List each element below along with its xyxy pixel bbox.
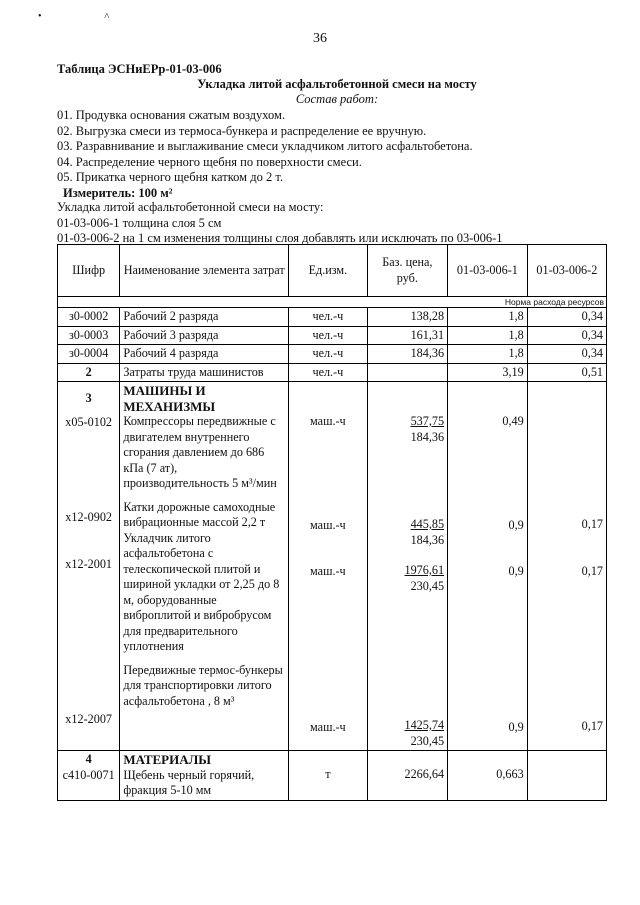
- table-row: [58, 308, 607, 327]
- cell-price: 138,28: [367, 308, 447, 327]
- section-machines: [58, 382, 607, 751]
- cell-unit: маш.-ч: [310, 517, 346, 532]
- cell-v2: 0,17: [581, 563, 603, 578]
- col-name: Наименование элемента затрат: [120, 245, 289, 297]
- col-v2: 01-03-006-2: [527, 245, 606, 297]
- cell-name: Укладчик литого асфальтобетона с телескопической плитой и шириной укладки от 2,25 до 8 м, оборудованные виброплитой и вибробрусом для предварительного уплотнения: [123, 530, 280, 653]
- works-subtitle: Состав работ:: [295, 92, 379, 106]
- cell-v1: 1,8: [448, 345, 528, 364]
- norm-row: [58, 297, 607, 308]
- section-materials: [58, 751, 607, 801]
- cell-price-base: 230,45: [410, 733, 445, 748]
- work-item: 01. Продувка основания сжатым воздухом.: [57, 108, 286, 122]
- col-unit: Ед.изм.: [289, 245, 368, 297]
- cell-v1: 1,8: [448, 326, 528, 345]
- col-code: Шифр: [58, 245, 120, 297]
- desc-line: 01-03-006-1 толщина слоя 5 см: [57, 215, 222, 230]
- desc-line: Укладка литой асфальтобетонной смеси на мосту:: [57, 200, 324, 214]
- cell-name: Затраты труда машинистов: [120, 363, 289, 382]
- measure: Измеритель: 100 м²: [63, 185, 173, 200]
- cell-v1: 0,9: [508, 564, 524, 578]
- col-v1: 01-03-006-1: [448, 245, 528, 297]
- cell-code: 2: [58, 363, 120, 382]
- cell-name: Рабочий 2 разряда: [120, 308, 289, 327]
- work-item: 03. Разравнивание и выглаживание смеси укладчиком литого асфальтобетона.: [57, 139, 473, 153]
- cell-v2: [531, 383, 603, 429]
- cell-price-base: 230,45: [410, 578, 445, 593]
- section-number: 4: [85, 752, 92, 766]
- section-title: МАТЕРИАЛЫ: [123, 752, 212, 767]
- cell-code: с410-0071: [62, 767, 115, 782]
- cell-v1: 0,9: [508, 517, 524, 532]
- cell-v2: [531, 752, 603, 767]
- works-list: [57, 108, 617, 201]
- cell-price: 161,31: [367, 326, 447, 345]
- cell-code: х12-0902: [65, 510, 113, 524]
- cell-name: Компрессоры передвижные с двигателем внутреннего сгорания давлением до 686 кПа (7 ат), производительность 5 м³/мин: [123, 414, 277, 490]
- resource-table: [57, 244, 607, 801]
- desc-line: 01-03-006-2 на 1 см изменения толщины слоя добавлять или исключать по 03-006-1: [57, 231, 503, 245]
- cell-v1: 0,9: [508, 719, 524, 734]
- cell-v2: 0,34: [527, 345, 606, 364]
- section-title: МАШИНЫ И МЕХАНИЗМЫ: [123, 383, 216, 414]
- cell-name: Катки дорожные самоходные вибрационные массой 2,2 т: [123, 499, 276, 529]
- cell-unit: чел.-ч: [289, 345, 368, 364]
- cell-v2: 0,34: [527, 308, 606, 327]
- cell-unit: маш.-ч: [310, 719, 346, 734]
- col-price: Баз. цена, руб.: [367, 245, 447, 297]
- cell-price: 1976,61: [404, 563, 445, 577]
- table-title: Укладка литой асфальтобетонной смеси на мосту: [197, 77, 477, 91]
- cell-unit: чел.-ч: [289, 326, 368, 345]
- cell-v2: 0,17: [581, 719, 603, 733]
- table-id: Таблица ЭСНиЕРр-01-03-006: [57, 62, 222, 76]
- cell-price: 445,85: [410, 517, 445, 531]
- section-number: 3: [85, 391, 92, 405]
- cell-code: з0-0004: [58, 345, 120, 364]
- cell-price: 537,75: [410, 414, 445, 428]
- table-header-row: [58, 245, 607, 297]
- cell-code: з0-0002: [58, 308, 120, 327]
- cell-code: х05-0102: [65, 414, 113, 429]
- work-item: 05. Прикатка черного щебня катком до 2 т.: [57, 170, 283, 184]
- cell-v1: 3,19: [448, 363, 528, 382]
- cell-v1: 1,8: [448, 308, 528, 327]
- cell-name: Рабочий 4 разряда: [120, 345, 289, 364]
- table-row: [58, 326, 607, 345]
- cell-price: 184,36: [367, 345, 447, 364]
- table-row: [58, 363, 607, 382]
- cell-v2: 0,51: [527, 363, 606, 382]
- cell-code: з0-0003: [58, 326, 120, 345]
- cell-unit: маш.-ч: [310, 564, 346, 578]
- cell-unit: т: [325, 767, 331, 781]
- cell-name: Рабочий 3 разряда: [120, 326, 289, 345]
- cell-unit: чел.-ч: [289, 308, 368, 327]
- work-item: 02. Выгрузка смеси из термоса-бункера и распределение ее вручную.: [57, 123, 427, 138]
- cell-price-base: 184,36: [410, 429, 445, 444]
- cell-code: х12-2001: [65, 556, 113, 571]
- cell-price: 2266,64: [404, 767, 445, 781]
- norm-label: Норма расхода ресурсов: [58, 297, 607, 308]
- cell-price: [367, 363, 447, 382]
- cell-v1: 0,663: [496, 767, 524, 781]
- work-item: 04. Распределение черного щебня по поверхности смеси.: [57, 154, 362, 169]
- cell-name: Щебень черный горячий, фракция 5-10 мм: [123, 767, 255, 797]
- cell-price-base: 184,36: [410, 532, 445, 547]
- table-row: [58, 345, 607, 364]
- cell-code: х12-2007: [65, 712, 113, 726]
- page-marks: • ˄: [38, 11, 140, 22]
- cell-name: Передвижные термос-бункеры для транспортировки литого асфальтобетона , 8 м³: [123, 662, 283, 708]
- description: [57, 200, 617, 247]
- cell-unit: маш.-ч: [310, 414, 346, 428]
- cell-unit: чел.-ч: [289, 363, 368, 382]
- cell-price: 1425,74: [404, 718, 445, 732]
- page-number: 36: [313, 31, 327, 46]
- cell-v1: 0,49: [502, 414, 524, 428]
- cell-v2: 0,34: [527, 326, 606, 345]
- cell-v2: 0,17: [581, 517, 603, 531]
